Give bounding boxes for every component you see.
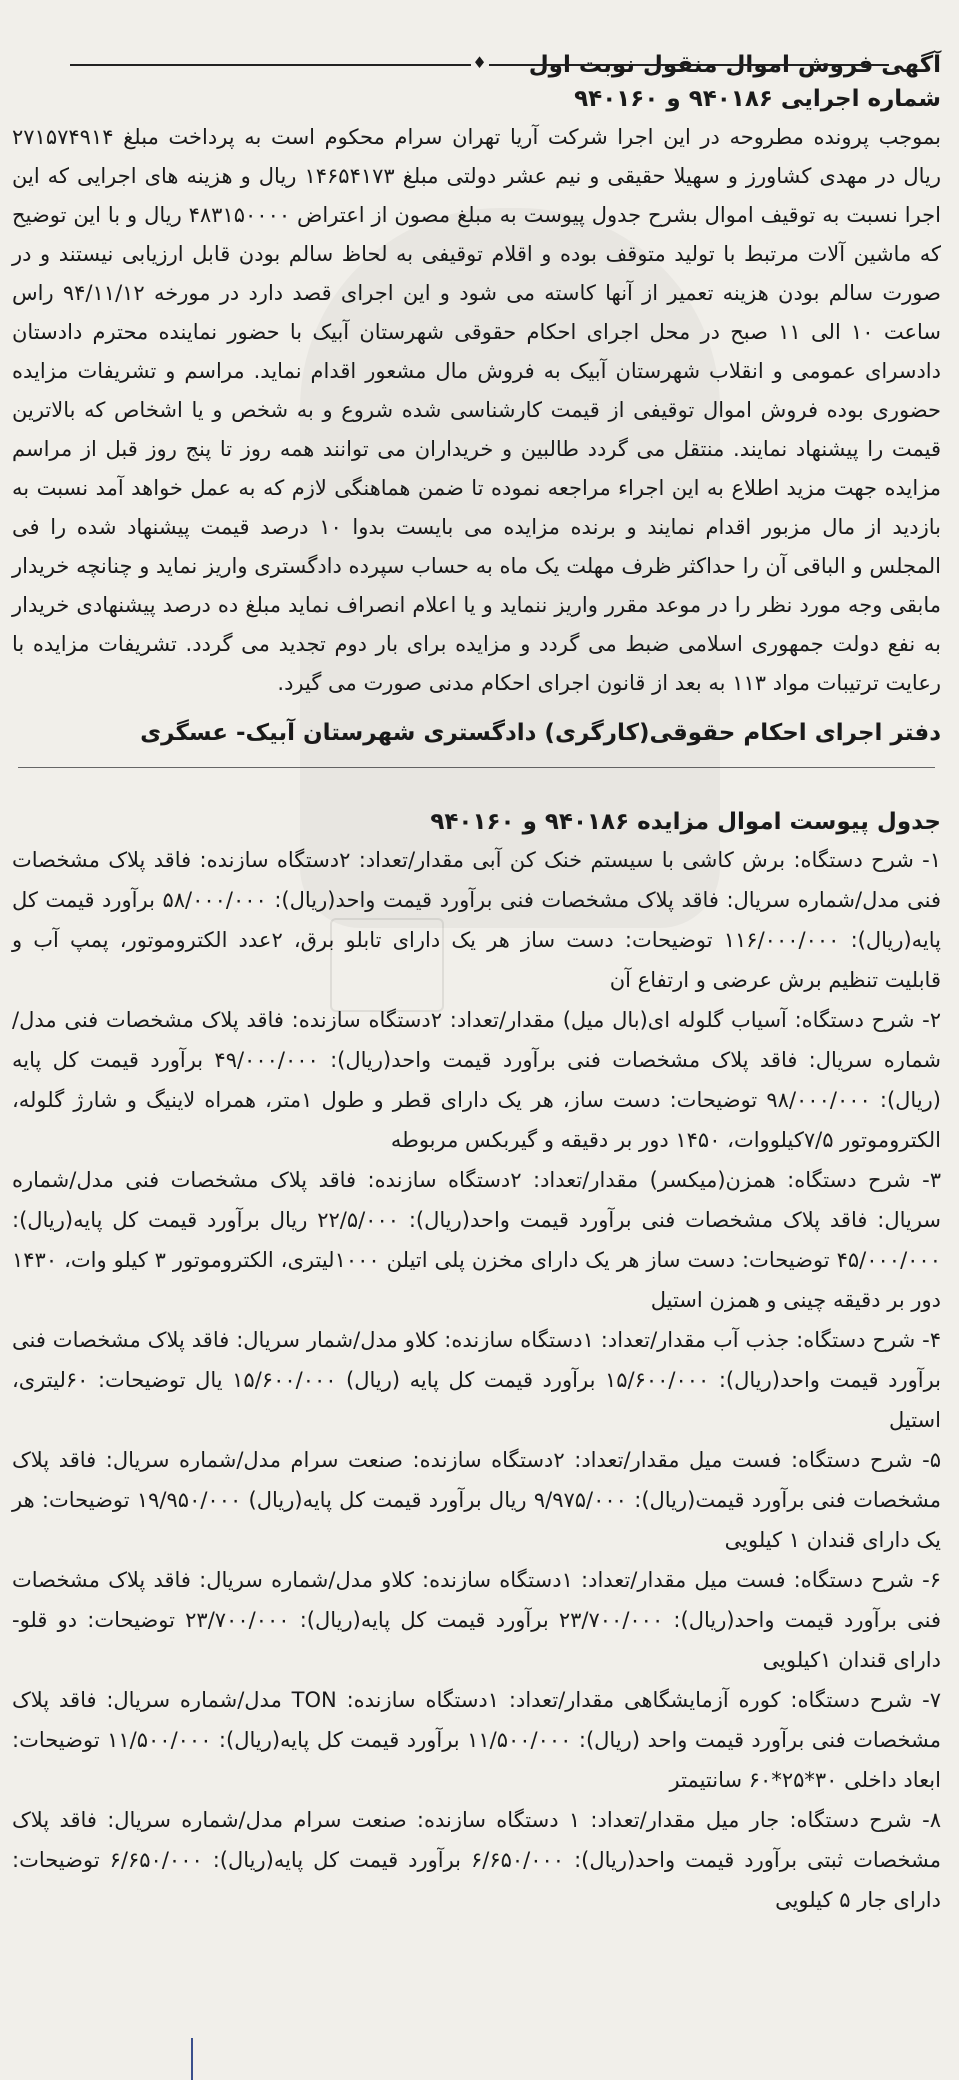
diamond-ornament-icon: ♦ [472,53,487,72]
list-item: ۴- شرح دستگاه: جذب آب مقدار/تعداد: ۱دستگاه سازنده: کلاو مدل/شمار سریال: فاقد پلاک مشخصات فنی برآورد قیمت واحد(ریال): ۱۵/۶۰۰/۰۰۰ برآورد قیمت کل پایه (ریال) ۱۵/۶۰۰/۰۰۰ یال توضیحات: ۶۰لیتری، استیل [12,1328,942,1432]
newspaper-clipping [0,48,959,2080]
auction-notice [12,48,941,753]
list-item: ۲- شرح دستگاه: آسیاب گلوله ای(بال میل) مقدار/تعداد: ۲دستگاه سازنده: فاقد پلاک مشخصات فنی مدل/شماره سریال: فاقد پلاک مشخصات فنی برآورد قیمت واحد(ریال): ۴۹/۰۰۰/۰۰۰ برآورد قیمت کل پایه (ریال): ۹۸/۰۰۰/۰۰۰ توضیحات: دست ساز، هر یک دارای قطر و طول ۱متر، همراه لاینیگ و شارژ گلوله، الکتروموتور ۷/۵کیلووات، ۱۴۵۰ دور بر دقیقه و گیربکس مربوطه [12,1008,942,1152]
section-divider [18,767,935,768]
notice-title-line2: شماره اجرایی ۹۴۰۱۸۶ و ۹۴۰۱۶۰ [574,86,941,112]
notice-title-line1: آگهی فروش اموال منقول نوبت اول [528,52,941,78]
appendix-title: جدول پیوست اموال مزایده ۹۴۰۱۸۶ و ۹۴۰۱۶۰ [430,809,941,835]
issuing-office: دفتر اجرای احکام حقوقی(کارگری) دادگستری شهرستان آبیک- عسگری [140,720,941,746]
list-item: ۶- شرح دستگاه: فست میل مقدار/تعداد: ۱دستگاه سازنده: کلاو مدل/شماره سریال: فاقد پلاک مشخصات فنی برآورد قیمت واحد(ریال): ۲۳/۷۰۰/۰۰۰ برآورد قیمت کل پایه(ریال): ۲۳/۷۰۰/۰۰۰ توضیحات: دو قلو- دارای قندان ۱کیلویی [12,1568,941,1672]
pen-mark [191,2038,193,2080]
list-item: ۸- شرح دستگاه: جار میل مقدار/تعداد: ۱ دستگاه سازنده: صنعت سرام مدل/شماره سریال: فاقد پلاک مشخصات ثبتی برآورد قیمت واحد(ریال): ۶/۶۵۰/۰۰۰ برآورد قیمت کل پایه(ریال): ۶/۶۵۰/۰۰۰ توضیحات: دارای جار ۵ کیلویی [12,1808,941,1912]
list-item: ۳- شرح دستگاه: همزن(میکسر) مقدار/تعداد: ۲دستگاه سازنده: فاقد پلاک مشخصات فنی مدل/شماره سریال: فاقد پلاک مشخصات فنی برآورد قیمت واحد(ریال): ۲۲/۵/۰۰۰ ریال برآورد قیمت کل پایه(ریال): ۴۵/۰۰۰/۰۰۰ توضیحات: دست ساز هر یک دارای مخزن پلی اتیلن ۱۰۰۰لیتری، الکتروموتور ۳ کیلو وات، ۱۴۳۰ دور بر دقیقه چینی و همزن استیل [12,1168,942,1312]
appendix-section [12,804,941,1920]
list-item: ۵- شرح دستگاه: فست میل مقدار/تعداد: ۲دستگاه سازنده: صنعت سرام مدل/شماره سریال: فاقد پلاک مشخصات فنی برآورد قیمت(ریال): ۹/۹۷۵/۰۰۰ ریال برآورد قیمت کل پایه(ریال) ۱۹/۹۵۰/۰۰۰ توضیحات: هر یک دارای قندان ۱ کیلویی [12,1448,942,1552]
notice-body: بموجب پرونده مطروحه در این اجرا شرکت آریا تهران سرام محکوم است به پرداخت مبلغ ۲۷۱۵۷۴۹۱۴ ریال در مهدی کشاورز و سهیلا حقیقی و نیم عشر دولتی مبلغ ۱۴۶۵۴۱۷۳ ریال و هزینه های اجرایی که این اجرا نسبت به توقیف اموال بشرح جدول پیوست به مبلغ مصون از اعتراض ۴۸۳۱۵۰۰۰۰ ریال و با این توضیح که ماشین آلات مرتبط با تولید متوقف بوده و اقلام توقیفی به لحاظ سالم بودن قابل ارزیابی نیستند و در صورت سالم بودن هزینه تعمیر از آنها کاسته می شود و این اجرای قصد دارد در مورخه ۹۴/۱۱/۱۲ راس ساعت ۱۰ الی ۱۱ صبح در محل اجرای احکام حقوقی شهرستان آبیک با حضور نماینده محترم دادستان دادسرای عمومی و انقلاب شهرستان آبیک به فروش مال مشعور اقدام نماید. مراسم و تشریفات مزایده حضوری بوده فروش اموال توقیفی از قیمت کارشناسی شده شروع و به شخص و یا اشخاص که بالاترین قیمت را پیشنهاد نمایند. منتقل می گردد طالبین و خریداران می توانند همه روز تا پنج روز قبل از مراسم مزایده جهت مزید اطلاع به این اجراء مراجعه نموده تا ضمن هماهنگی لازم که به عمل خواهد آمد نسبت به بازدید از مال مزبور اقدام نمایند و برنده مزایده می بایست بدوا ۱۰ درصد قیمت پیشنهاد شده را فی المجلس و الباقی آن را حداکثر ظرف مهلت یک ماه به حساب سپرده دادگستری واریز نماید و چنانچه خریدار مابقی وجه مورد نظر را در موعد مقرر واریز ننماید و یا اعلام انصراف نماید مبلغ ده درصد پیشنهادی خریدار به نفع دولت جمهوری اسلامی ضبط می گردد و مزایده برای بار دوم تجدید می گردد. تشریفات مزایده با رعایت ترتیبات مواد ۱۱۳ به بعد از قانون اجرای احکام مدنی صورت می گیرد. [12,125,941,695]
list-item: ۱- شرح دستگاه: برش کاشی با سیستم خنک کن آبی مقدار/تعداد: ۲دستگاه سازنده: فاقد پلاک مشخصات فنی مدل/شماره سریال: فاقد پلاک مشخصات فنی برآورد قیمت واحد(ریال): ۵۸/۰۰۰/۰۰۰ برآورد قیمت کل پایه(ریال): ۱۱۶/۰۰۰/۰۰۰ توضیحات: دست ساز هر یک دارای تابلو برق، ۲عدد الکتروموتور، پمپ آب و قابلیت تنظیم برش عرضی و ارتفاع آن [12,848,942,992]
list-item: ۷- شرح دستگاه: کوره آزمایشگاهی مقدار/تعداد: ۱دستگاه سازنده: TON مدل/شماره سریال: فاقد پلاک مشخصات فنی برآورد قیمت واحد (ریال): ۱۱/۵۰۰/۰۰۰ برآورد قیمت کل پایه(ریال): ۱۱/۵۰۰/۰۰۰ توضیحات: ابعاد داخلی ۳۰*۲۵*۶۰ سانتیمتر [12,1688,942,1792]
